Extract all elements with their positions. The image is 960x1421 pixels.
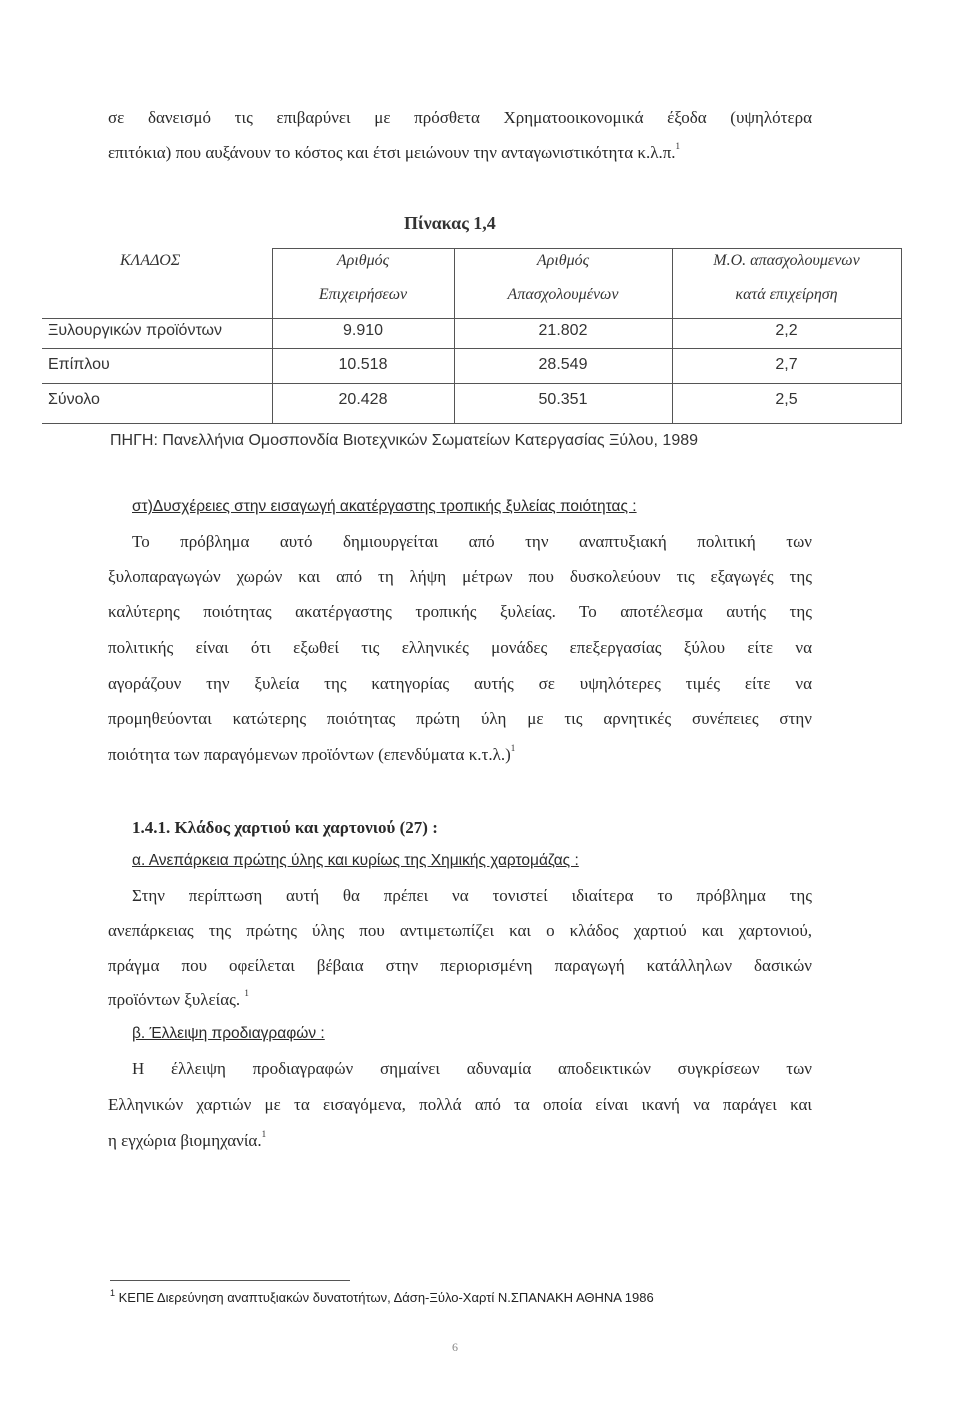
section-141-heading: 1.4.1. Κλάδος χαρτιού και χαρτονιού (27) : <box>132 818 438 837</box>
section-141-sub-a-line: Στην περίπτωση αυτή θα πρέπει να τονιστεί ιδιαίτερα το πρόβλημα της <box>132 886 812 905</box>
header-klados: ΚΛΑΔΟΣ <box>120 252 181 269</box>
table-cell-employees: 28.549 <box>538 356 588 373</box>
table-title: Πίνακας 1,4 <box>404 213 496 233</box>
table-cell-firms: 9.910 <box>342 322 384 339</box>
table-cell-firms: 20.428 <box>338 391 388 408</box>
header-firms-line2: Επιχειρήσεων <box>318 286 408 303</box>
footnote-rule <box>110 1280 350 1281</box>
header-firms-line1: Αριθμός <box>336 252 390 269</box>
footnote-ref: 1 <box>244 988 249 998</box>
section-141-sub-a-last-text: προϊόντων ξυλείας. <box>108 990 241 1009</box>
intro-line-1: σε δανεισμό τις επιβαρύνει με πρόσθετα Χρηματοοικονομικά έξοδα (υψηλότερα <box>108 108 812 127</box>
table-cell-employees: 50.351 <box>538 391 588 408</box>
footnote-marker: 1 <box>110 1288 116 1298</box>
intro-line-2-text: επιτόκια) που αυξάνουν το κόστος και έτσι μειώνουν την ανταγωνιστικότητα κ.λ.π. <box>108 143 676 162</box>
table-source: ΠΗΓΗ: Πανελλήνια Ομοσπονδία Βιοτεχνικών Σωματείων Κατεργασίας Ξύλου, 1989 <box>110 432 699 449</box>
footnote <box>110 1290 654 1305</box>
table-cell-average: 2,7 <box>775 356 798 373</box>
table-cell-average: 2,5 <box>775 391 798 408</box>
section-141-sub-b-last-line <box>108 1131 266 1151</box>
section-141-sub-a-line: ανεπάρκειας της πρώτης ύλης που αντιμετωπίζει και ο κλάδος χαρτιού και χαρτονιού, <box>108 921 812 940</box>
section-st-line: ξυλοπαραγωγών χωρών και από τη λήψη μέτρων που δυσκολεύουν τις εξαγωγές της <box>108 567 812 586</box>
table-row-name: Ξυλουργικών προϊόντων <box>48 322 223 339</box>
footnote-ref: 1 <box>261 1129 267 1139</box>
section-141-sub-a-line: πράγμα που οφείλεται βέβαια στην περιορισμένη παραγωγή κατάλληλων δασικών <box>108 956 812 975</box>
section-st-line: καλύτερης ποιότητας ακατέργαστης τροπικής ξυλείας. Το αποτέλεσμα αυτής της <box>108 602 812 621</box>
header-employees-line1: Αριθμός <box>536 252 590 269</box>
section-141-sub-a-last-line <box>108 990 249 1010</box>
intro-line-2 <box>108 143 680 163</box>
table-cell-firms: 10.518 <box>338 356 388 373</box>
footnote-ref: 1 <box>510 743 516 753</box>
page-number: 6 <box>452 1340 458 1354</box>
header-average-line1: Μ.Ο. απασχολουμενων <box>713 252 860 269</box>
data-table <box>42 248 902 424</box>
section-141-sub-a-heading: α. Ανεπάρκεια πρώτης ύλης και κυρίως της Χημικής χαρτομάζας : <box>132 852 579 869</box>
section-st-heading: στ)Δυσχέρειες στην εισαγωγή ακατέργαστης τροπικής ξυλείας ποιότητας : <box>132 498 637 515</box>
table-cell-average: 2,2 <box>775 322 798 339</box>
section-st-line: πολιτικής είναι ότι εξωθεί τις ελληνικές μονάδες επεξεργασίας ξύλου είτε να <box>108 638 812 657</box>
section-141-sub-b-last-text: η εγχώρια βιομηχανία. <box>108 1131 262 1150</box>
table-row-name: Επίπλου <box>48 356 110 373</box>
section-st-last-line <box>108 745 515 765</box>
footnote-ref: 1 <box>675 141 681 151</box>
header-employees-line2: Απασχολουμένων <box>507 286 619 303</box>
table-cell-employees: 21.802 <box>538 322 588 339</box>
header-average-line2: κατά επιχείρηση <box>735 286 838 303</box>
section-st-line: Το πρόβλημα αυτό δημιουργείται από την αναπτυξιακή πολιτική των <box>132 532 812 551</box>
section-141-sub-b-line: Ελληνικών χαρτιών με τα εισαγόμενα, πολλά από τα οποία είναι ικανή να παράγει και <box>108 1095 812 1114</box>
section-st-last-text: ποιότητα των παραγόμενων προϊόντων (επενδύματα κ.τ.λ.) <box>108 745 511 764</box>
table-row-name: Σύνολο <box>48 391 100 408</box>
section-st-line: αγοράζουν την ξυλεία της κατηγορίας αυτής σε υψηλότερες τιμές είτε να <box>108 674 812 693</box>
section-141-sub-b-line: Η έλλειψη προδιαγραφών σημαίνει αδυναμία αποδεικτικών συγκρίσεων των <box>132 1059 812 1078</box>
section-st-line: προμηθεύονται κατώτερης ποιότητας πρώτη ύλη με τις αρνητικές συνέπειες στην <box>108 709 812 728</box>
footnote-text: ΚΕΠΕ Διερεύνηση αναπτυξιακών δυνατοτήτων, Δάση-Ξύλο-Χαρτί Ν.ΣΠΑΝΑΚΗ ΑΘΗΝΑ 1986 <box>118 1290 654 1305</box>
section-141-sub-b-heading: β. Έλλειψη προδιαγραφών : <box>132 1025 325 1042</box>
